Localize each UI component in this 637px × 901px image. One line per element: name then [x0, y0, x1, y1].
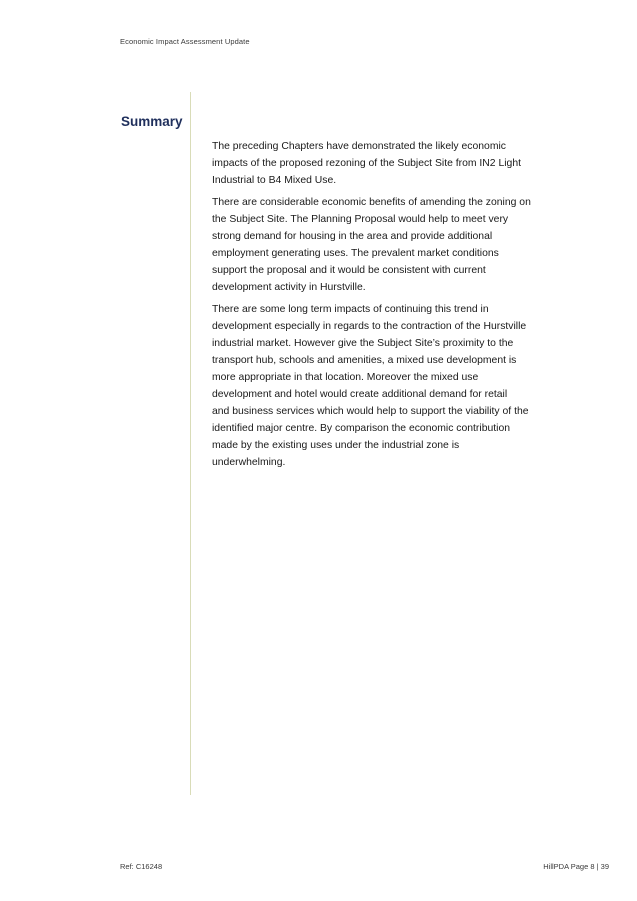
text-line: employment generating uses. The prevalent market conditions: [212, 248, 499, 259]
body-text: [212, 138, 550, 476]
text-line: There are considerable economic benefits of amending the zoning on: [212, 197, 531, 208]
section-heading: Summary: [121, 114, 183, 129]
running-header: Economic Impact Assessment Update: [120, 37, 250, 46]
text-line: identified major centre. By comparison the economic contribution: [212, 423, 511, 434]
text-line: industrial market. However give the Subject Site’s proximity to the: [212, 338, 514, 349]
text-line: underwhelming.: [212, 457, 286, 468]
text-line: development activity in Hurstville.: [212, 282, 366, 293]
text-line: and business services which would help to support the viability of the: [212, 406, 529, 417]
text-line: There are some long term impacts of continuing this trend in: [212, 304, 489, 315]
text-line: Industrial to B4 Mixed Use.: [212, 175, 337, 186]
footer-reference: Ref: C16248: [120, 862, 163, 871]
paragraph: [212, 138, 550, 189]
text-line: the Subject Site. The Planning Proposal would help to meet very: [212, 214, 509, 225]
footer-page-number: HillPDA Page 8 | 39: [543, 862, 609, 871]
text-line: made by the existing uses under the industrial zone is: [212, 440, 460, 451]
paragraph: [212, 194, 550, 296]
text-line: development especially in regards to the contraction of the Hurstville: [212, 321, 527, 332]
text-line: The preceding Chapters have demonstrated the likely economic: [212, 141, 506, 152]
text-line: impacts of the proposed rezoning of the Subject Site from IN2 Light: [212, 158, 522, 169]
text-line: strong demand for housing in the area and provide additional: [212, 231, 493, 242]
margin-divider: [190, 92, 191, 795]
text-line: development and hotel would create additional demand for retail: [212, 389, 508, 400]
text-line: support the proposal and it would be consistent with current: [212, 265, 486, 276]
text-line: more appropriate in that location. Moreover the mixed use: [212, 372, 479, 383]
paragraph: [212, 301, 550, 471]
text-line: transport hub, schools and amenities, a mixed use development is: [212, 355, 517, 366]
